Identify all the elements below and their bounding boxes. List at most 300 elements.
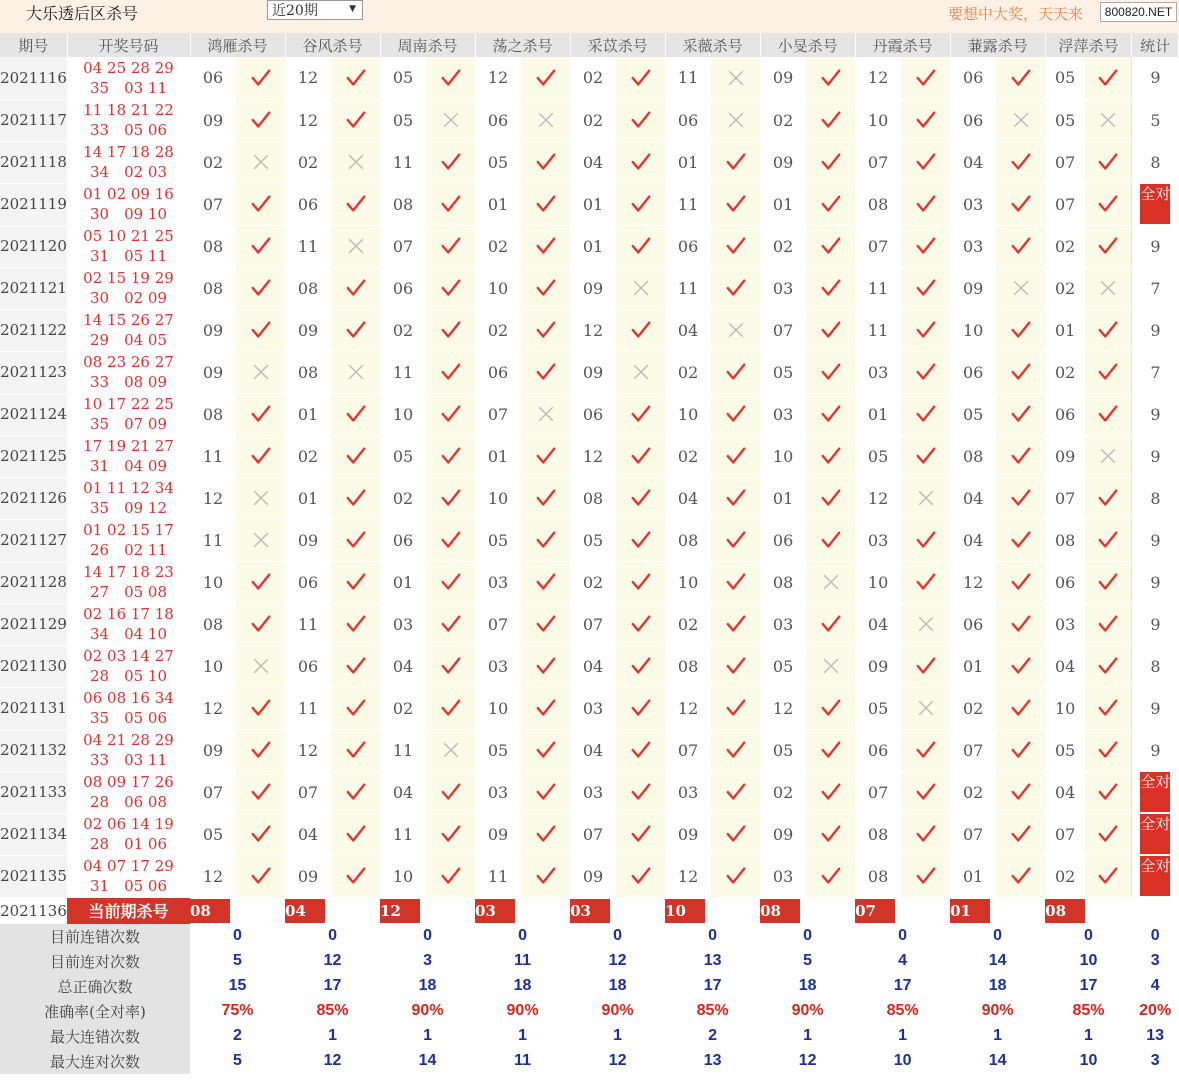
result-mark <box>901 99 950 141</box>
result-mark <box>901 645 950 687</box>
result-mark <box>1085 141 1132 183</box>
table-row <box>0 729 1179 771</box>
result-mark <box>901 687 950 729</box>
summary-value: 12 <box>323 952 342 969</box>
result-mark <box>901 561 950 603</box>
check-icon <box>725 193 747 215</box>
kill-number: 02 <box>1045 351 1085 393</box>
check-icon <box>345 277 367 299</box>
check-icon <box>915 67 937 89</box>
period-select[interactable] <box>267 0 363 20</box>
result-mark <box>1085 519 1132 561</box>
check-icon <box>630 445 652 467</box>
result-mark <box>806 183 855 225</box>
summary-value: 90% <box>981 1002 1014 1019</box>
result-mark <box>1085 477 1132 519</box>
current-period-row <box>0 897 1179 924</box>
check-icon <box>820 865 842 887</box>
kill-number: 10 <box>380 393 426 435</box>
check-icon <box>915 655 937 677</box>
issue-number: 2021124 <box>0 393 67 435</box>
kill-number: 03 <box>855 519 901 561</box>
table-row <box>0 183 1179 225</box>
issue-number: 2021118 <box>0 141 67 183</box>
check-icon <box>725 361 747 383</box>
check-icon <box>250 865 272 887</box>
kill-number: 04 <box>950 477 996 519</box>
result-mark <box>521 309 570 351</box>
kill-number: 02 <box>1045 855 1085 897</box>
result-mark <box>806 267 855 309</box>
summary-value: 12 <box>608 952 627 969</box>
current-issue: 2021136 <box>0 897 67 924</box>
table-row <box>0 435 1179 477</box>
site-badge[interactable]: 800820.NET <box>1100 2 1177 22</box>
current-stat <box>1132 897 1179 924</box>
check-icon <box>345 529 367 551</box>
check-icon <box>345 739 367 761</box>
kill-number: 12 <box>190 477 236 519</box>
kill-number: 06 <box>1045 561 1085 603</box>
result-mark <box>711 645 760 687</box>
check-icon <box>345 655 367 677</box>
kill-number: 07 <box>190 771 236 813</box>
check-icon <box>725 277 747 299</box>
kill-number: 04 <box>665 477 711 519</box>
kill-number-table <box>0 33 1179 1074</box>
result-mark <box>1085 57 1132 99</box>
check-icon <box>820 109 842 131</box>
column-header: 期号 <box>0 33 67 57</box>
kill-number: 10 <box>665 393 711 435</box>
check-icon <box>1010 445 1032 467</box>
stat-cell: 9 <box>1132 561 1179 603</box>
period-select-value: 近20期 <box>272 3 318 19</box>
kill-number: 03 <box>950 225 996 267</box>
current-row <box>0 897 1179 924</box>
check-icon <box>250 781 272 803</box>
kill-number: 11 <box>380 729 426 771</box>
issue-number: 2021127 <box>0 519 67 561</box>
check-icon <box>440 697 462 719</box>
summary-label: 最大连对次数 <box>0 1049 190 1074</box>
result-mark <box>711 57 760 99</box>
check-icon <box>820 781 842 803</box>
check-icon <box>630 487 652 509</box>
cross-icon <box>1097 109 1119 131</box>
result-mark <box>236 603 285 645</box>
check-icon <box>725 487 747 509</box>
kill-number: 10 <box>380 855 426 897</box>
kill-number: 05 <box>855 687 901 729</box>
stat-cell: 9 <box>1132 687 1179 729</box>
kill-number: 01 <box>475 183 521 225</box>
cross-icon <box>250 361 272 383</box>
result-mark <box>236 393 285 435</box>
summary-value: 14 <box>418 1052 437 1069</box>
kill-number: 08 <box>570 477 616 519</box>
kill-number: 07 <box>570 813 616 855</box>
check-icon <box>915 403 937 425</box>
check-icon <box>535 487 557 509</box>
kill-number: 04 <box>855 603 901 645</box>
result-mark <box>806 225 855 267</box>
summary-value: 10 <box>893 1052 912 1069</box>
result-mark <box>711 225 760 267</box>
result-mark <box>331 561 380 603</box>
result-mark <box>521 435 570 477</box>
check-icon <box>1097 697 1119 719</box>
summary-row <box>0 999 1179 1024</box>
check-icon <box>535 277 557 299</box>
kill-number: 04 <box>285 813 331 855</box>
draw-numbers <box>67 855 190 897</box>
result-mark <box>426 351 475 393</box>
check-icon <box>915 823 937 845</box>
summary-stat: 20% <box>1139 1002 1172 1019</box>
result-mark <box>711 519 760 561</box>
result-mark <box>1085 687 1132 729</box>
column-header: 荡之杀号 <box>475 33 570 57</box>
summary-label: 准确率(全对率) <box>0 999 190 1024</box>
draw-back-numbers: 33 08 09 <box>89 373 168 391</box>
result-mark <box>616 267 665 309</box>
result-mark <box>426 561 475 603</box>
kill-number: 01 <box>570 183 616 225</box>
kill-number: 05 <box>380 435 426 477</box>
kill-number: 02 <box>665 351 711 393</box>
kill-number: 02 <box>665 603 711 645</box>
check-icon <box>725 445 747 467</box>
result-mark <box>806 57 855 99</box>
check-icon <box>1010 151 1032 173</box>
table-row <box>0 645 1179 687</box>
cross-icon <box>345 151 367 173</box>
check-icon <box>915 109 937 131</box>
check-icon <box>1097 67 1119 89</box>
summary-label: 最大连错次数 <box>0 1024 190 1049</box>
stat-cell: 7 <box>1132 351 1179 393</box>
result-mark <box>711 351 760 393</box>
draw-numbers <box>67 519 190 561</box>
kill-number: 02 <box>285 435 331 477</box>
stat-cell: 7 <box>1132 267 1179 309</box>
check-icon <box>915 781 937 803</box>
result-mark <box>711 141 760 183</box>
check-icon <box>1010 193 1032 215</box>
result-mark <box>711 393 760 435</box>
stat-cell <box>1132 813 1179 855</box>
check-icon <box>1010 361 1032 383</box>
summary-value: 0 <box>803 927 813 944</box>
check-icon <box>535 67 557 89</box>
result-mark <box>521 393 570 435</box>
check-icon <box>915 865 937 887</box>
check-icon <box>250 193 272 215</box>
kill-number: 09 <box>285 309 331 351</box>
current-kill-badge: 12 <box>380 899 420 923</box>
cross-icon <box>1097 445 1119 467</box>
draw-numbers <box>67 57 190 99</box>
summary-value: 18 <box>798 977 817 994</box>
kill-number: 01 <box>285 477 331 519</box>
result-mark <box>236 309 285 351</box>
check-icon <box>345 193 367 215</box>
draw-back-numbers: 35 05 06 <box>89 709 168 727</box>
check-icon <box>1010 319 1032 341</box>
current-kill-cell <box>855 897 950 924</box>
result-mark <box>806 645 855 687</box>
summary-value: 1 <box>898 1027 908 1044</box>
slogan-text: 要想中大奖，天天来 <box>948 5 1084 23</box>
result-mark <box>616 855 665 897</box>
result-mark <box>1085 351 1132 393</box>
cross-icon <box>250 529 272 551</box>
kill-number: 08 <box>190 603 236 645</box>
draw-front-numbers: 14 17 18 28 <box>83 143 174 161</box>
check-icon <box>535 781 557 803</box>
kill-number: 06 <box>760 519 806 561</box>
draw-numbers <box>67 771 190 813</box>
summary-stat: 4 <box>1150 977 1160 994</box>
summary-label: 目前连错次数 <box>0 924 190 949</box>
result-mark <box>806 519 855 561</box>
check-icon <box>820 319 842 341</box>
kill-number: 05 <box>855 435 901 477</box>
draw-back-numbers: 29 04 05 <box>89 331 168 349</box>
kill-number: 09 <box>1045 435 1085 477</box>
kill-number: 03 <box>760 855 806 897</box>
result-mark <box>711 309 760 351</box>
summary-value: 5 <box>233 1052 242 1069</box>
kill-number: 02 <box>950 771 996 813</box>
kill-number: 07 <box>380 225 426 267</box>
kill-number: 05 <box>475 519 521 561</box>
summary-value: 18 <box>418 977 437 994</box>
column-header: 采薇杀号 <box>665 33 760 57</box>
check-icon <box>535 571 557 593</box>
draw-back-numbers: 35 07 09 <box>89 415 168 433</box>
draw-back-numbers: 33 05 06 <box>89 121 168 139</box>
kill-number: 05 <box>760 645 806 687</box>
draw-front-numbers: 11 18 21 22 <box>83 101 174 119</box>
current-kill-cell <box>950 897 1045 924</box>
summary-stat: 3 <box>1150 952 1160 969</box>
result-mark <box>331 813 380 855</box>
top-bar <box>0 0 1179 34</box>
kill-number: 01 <box>1045 309 1085 351</box>
check-icon <box>1097 865 1119 887</box>
stat-cell: 8 <box>1132 141 1179 183</box>
check-icon <box>630 655 652 677</box>
check-icon <box>250 67 272 89</box>
result-mark <box>1085 603 1132 645</box>
summary-value: 0 <box>233 927 242 944</box>
check-icon <box>820 235 842 257</box>
kill-number: 06 <box>285 561 331 603</box>
kill-number: 07 <box>1045 477 1085 519</box>
table-row <box>0 309 1179 351</box>
column-header: 谷风杀号 <box>285 33 380 57</box>
result-mark <box>806 99 855 141</box>
draw-numbers <box>67 603 190 645</box>
kill-number: 06 <box>570 393 616 435</box>
summary-value: 13 <box>703 952 722 969</box>
check-icon <box>725 151 747 173</box>
summary-value: 14 <box>988 1052 1007 1069</box>
kill-number: 09 <box>855 645 901 687</box>
result-mark <box>806 309 855 351</box>
draw-back-numbers: 34 02 03 <box>89 163 168 181</box>
result-mark <box>806 477 855 519</box>
kill-number: 06 <box>190 57 236 99</box>
result-mark <box>996 435 1045 477</box>
result-mark <box>331 435 380 477</box>
result-mark <box>616 519 665 561</box>
current-kill-badge: 10 <box>665 899 705 923</box>
result-mark <box>996 183 1045 225</box>
kill-number: 05 <box>950 393 996 435</box>
stat-cell <box>1132 855 1179 897</box>
kill-number: 08 <box>285 351 331 393</box>
kill-number: 12 <box>855 477 901 519</box>
draw-front-numbers: 08 23 26 27 <box>83 353 174 371</box>
issue-number: 2021123 <box>0 351 67 393</box>
kill-number: 02 <box>1045 225 1085 267</box>
kill-number: 02 <box>570 99 616 141</box>
summary-value: 1 <box>423 1027 432 1044</box>
check-icon <box>725 529 747 551</box>
draw-back-numbers: 33 03 11 <box>89 751 168 769</box>
issue-number: 2021116 <box>0 57 67 99</box>
check-icon <box>725 781 747 803</box>
current-kill-badge: 04 <box>285 899 325 923</box>
result-mark <box>521 141 570 183</box>
check-icon <box>630 613 652 635</box>
kill-number: 04 <box>1045 771 1085 813</box>
check-icon <box>250 403 272 425</box>
kill-number: 06 <box>950 603 996 645</box>
current-kill-cell <box>285 897 380 924</box>
kill-number: 04 <box>380 771 426 813</box>
kill-number: 11 <box>380 351 426 393</box>
stat-cell: 9 <box>1132 729 1179 771</box>
current-kill-badge: 07 <box>855 899 895 923</box>
check-icon <box>1097 529 1119 551</box>
kill-number: 09 <box>570 267 616 309</box>
cross-icon <box>535 403 557 425</box>
check-icon <box>1097 361 1119 383</box>
check-icon <box>440 571 462 593</box>
kill-number: 03 <box>950 183 996 225</box>
kill-number: 03 <box>855 351 901 393</box>
kill-number: 09 <box>665 813 711 855</box>
check-icon <box>345 319 367 341</box>
column-header: 采苡杀号 <box>570 33 665 57</box>
check-icon <box>1097 739 1119 761</box>
kill-number: 02 <box>1045 267 1085 309</box>
summary-value: 1 <box>803 1027 813 1044</box>
draw-back-numbers: 34 04 10 <box>89 625 168 643</box>
kill-number: 02 <box>570 57 616 99</box>
check-icon <box>630 151 652 173</box>
result-mark <box>616 687 665 729</box>
result-mark <box>616 183 665 225</box>
check-icon <box>915 193 937 215</box>
kill-number: 10 <box>855 561 901 603</box>
result-mark <box>331 351 380 393</box>
result-mark <box>901 183 950 225</box>
kill-number: 03 <box>380 603 426 645</box>
draw-back-numbers: 28 06 08 <box>89 793 168 811</box>
kill-number: 03 <box>1045 603 1085 645</box>
kill-number: 02 <box>760 771 806 813</box>
kill-number: 02 <box>475 225 521 267</box>
check-icon <box>915 361 937 383</box>
draw-back-numbers: 31 05 11 <box>89 247 168 265</box>
all-correct-badge: 全对 <box>1140 814 1170 854</box>
result-mark <box>1085 561 1132 603</box>
kill-number: 04 <box>570 141 616 183</box>
summary-row <box>0 1049 1179 1074</box>
result-mark <box>331 477 380 519</box>
result-mark <box>521 771 570 813</box>
kill-number: 05 <box>1045 99 1085 141</box>
kill-number: 06 <box>1045 393 1085 435</box>
kill-number: 05 <box>190 813 236 855</box>
kill-number: 07 <box>190 183 236 225</box>
check-icon <box>1097 655 1119 677</box>
result-mark <box>331 855 380 897</box>
draw-back-numbers: 31 04 09 <box>89 457 168 475</box>
column-header: 浮萍杀号 <box>1045 33 1132 57</box>
draw-front-numbers: 02 15 19 29 <box>83 269 174 287</box>
check-icon <box>630 193 652 215</box>
issue-number: 2021131 <box>0 687 67 729</box>
result-mark <box>711 603 760 645</box>
kill-number: 11 <box>855 267 901 309</box>
cross-icon <box>915 697 937 719</box>
summary-value: 2 <box>708 1027 718 1044</box>
result-mark <box>616 309 665 351</box>
summary-value: 1 <box>613 1027 623 1044</box>
draw-numbers <box>67 561 190 603</box>
kill-number: 02 <box>760 225 806 267</box>
result-mark <box>331 393 380 435</box>
table-row <box>0 561 1179 603</box>
check-icon <box>820 487 842 509</box>
kill-number: 07 <box>1045 183 1085 225</box>
issue-number: 2021119 <box>0 183 67 225</box>
result-mark <box>521 183 570 225</box>
kill-number: 12 <box>570 435 616 477</box>
check-icon <box>630 319 652 341</box>
result-mark <box>711 99 760 141</box>
draw-numbers <box>67 141 190 183</box>
kill-number: 08 <box>190 225 236 267</box>
table-row <box>0 813 1179 855</box>
check-icon <box>820 403 842 425</box>
summary-value: 18 <box>513 977 532 994</box>
check-icon <box>535 739 557 761</box>
kill-number: 05 <box>475 141 521 183</box>
result-mark <box>996 99 1045 141</box>
table-header <box>0 33 1179 57</box>
summary-value: 5 <box>803 952 813 969</box>
result-mark <box>521 225 570 267</box>
kill-number: 11 <box>855 309 901 351</box>
result-mark <box>236 267 285 309</box>
